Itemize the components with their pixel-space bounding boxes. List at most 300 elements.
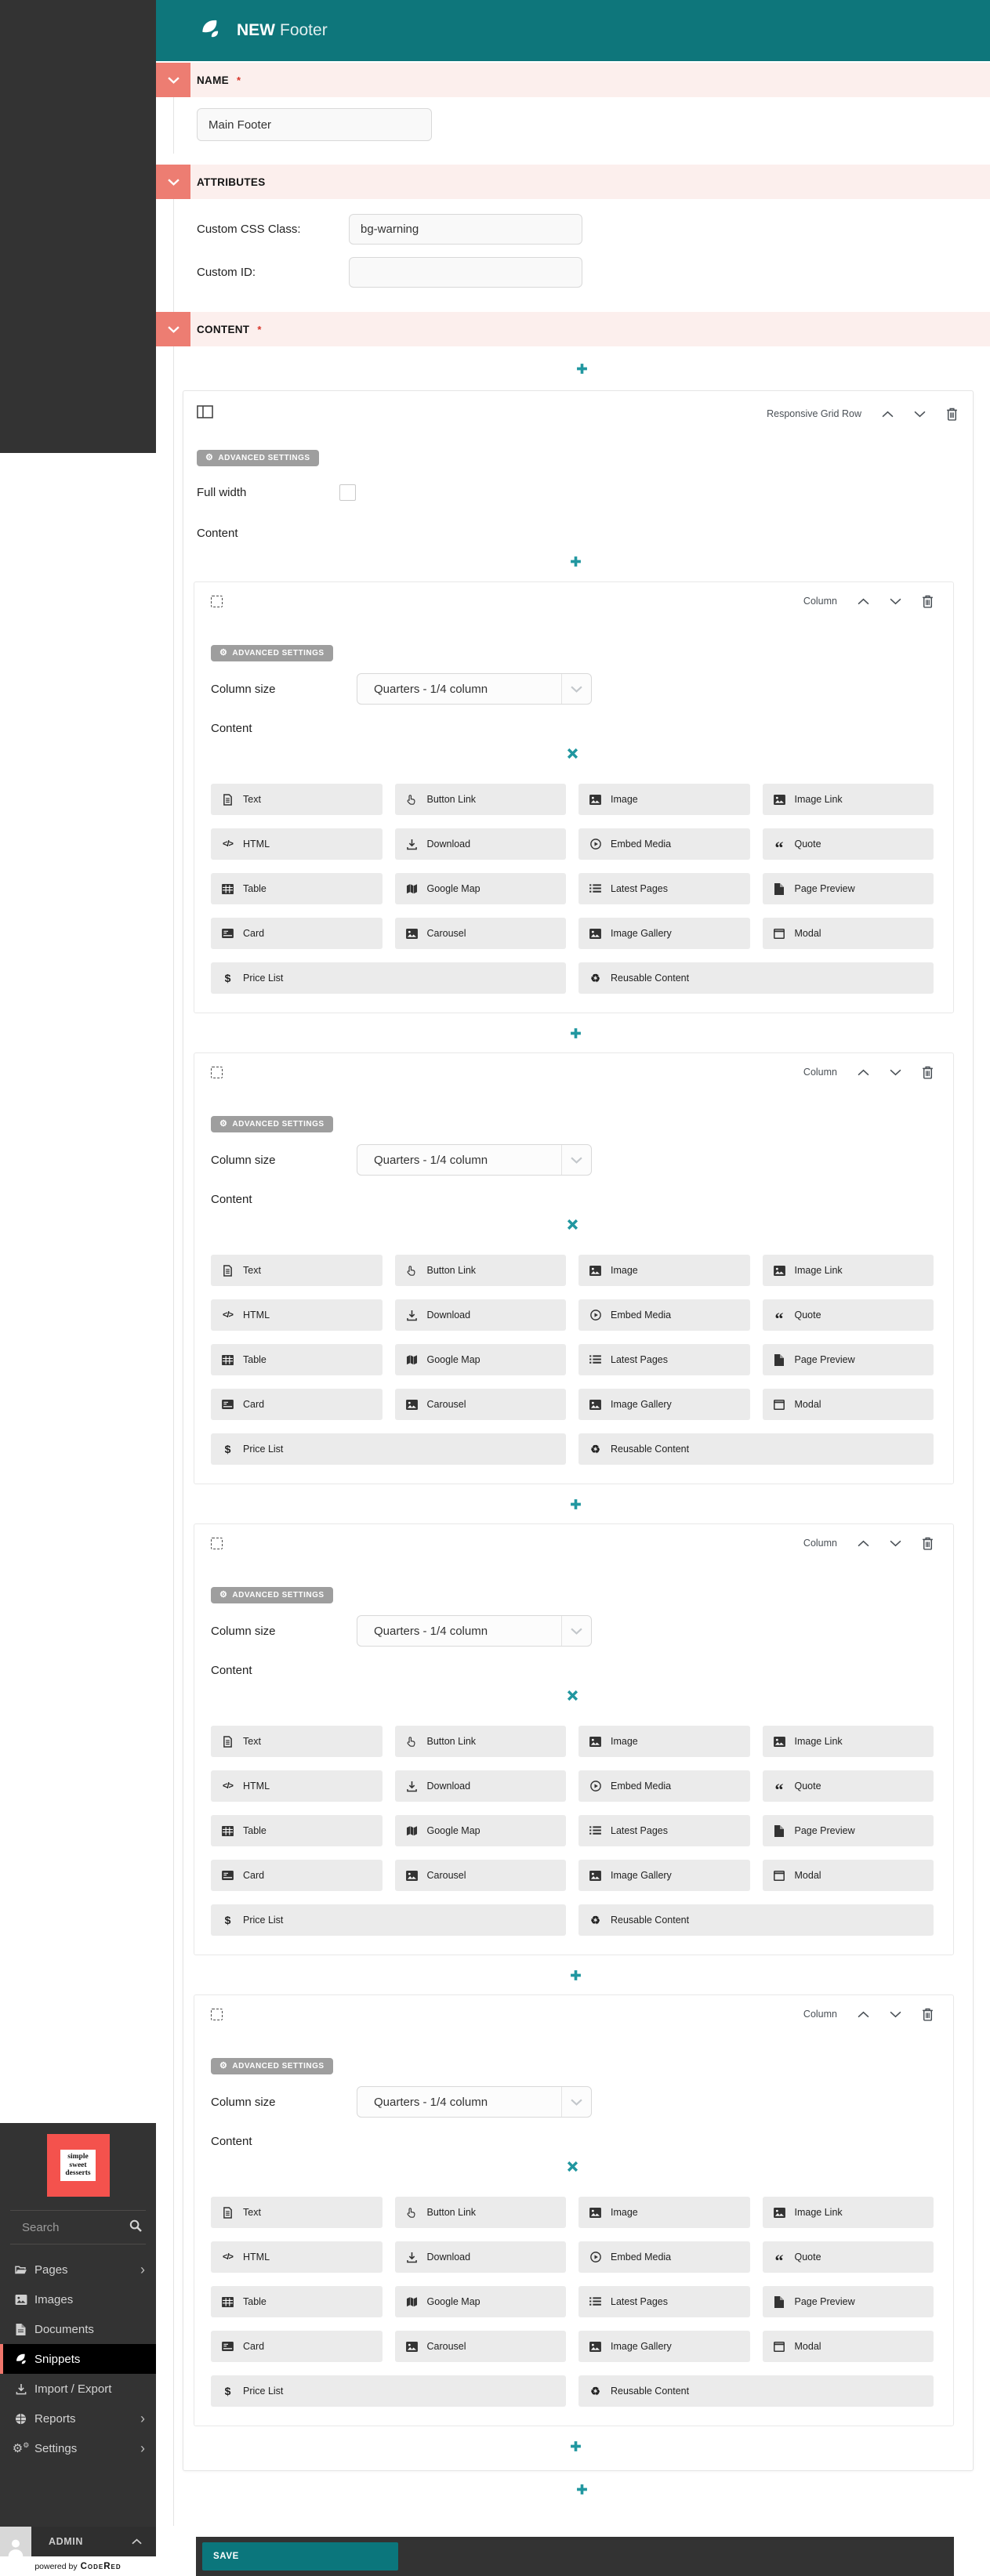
gear-icon: ⚙ (219, 1590, 228, 1600)
block-type-price-list[interactable] (211, 1904, 566, 1936)
column-size-select[interactable] (357, 2086, 592, 2118)
block-type-label: Button Link (426, 2207, 477, 2218)
sidebar-item-label: Documents (34, 2322, 94, 2336)
block-type-embed-media[interactable] (578, 1299, 750, 1331)
advanced-settings-toggle[interactable] (211, 1587, 333, 1603)
block-type-html[interactable] (211, 1299, 383, 1331)
section-name-body (173, 97, 990, 154)
save-bar (196, 2537, 954, 2576)
block-type-modal[interactable] (763, 1860, 934, 1891)
modal-icon (773, 1400, 786, 1410)
powered-by: powered by CodeRed (0, 2556, 156, 2576)
card-icon (221, 1871, 234, 1880)
chevron-up-icon (882, 411, 894, 418)
add-block-button[interactable] (570, 1969, 582, 1981)
block-type-grid (211, 784, 934, 994)
sidebar-item-label: Import / Export (34, 2382, 112, 2396)
column-size-select[interactable] (357, 1144, 592, 1176)
move-up-button[interactable] (858, 598, 869, 605)
sidebar-item-pages[interactable] (0, 2255, 156, 2284)
block-type-label: Modal (794, 1399, 821, 1410)
block-type-text[interactable] (211, 784, 383, 815)
close-block-chooser-button[interactable] (567, 2161, 578, 2172)
block-type-reusable-content[interactable] (578, 2375, 934, 2407)
recycle-icon: ♻ (590, 1913, 600, 1926)
page-icon (773, 883, 786, 895)
block-type-image-gallery[interactable] (578, 918, 750, 949)
column-size-value: Quarters - 1/4 column (374, 2095, 488, 2109)
section-name (156, 63, 990, 154)
block-type-latest-pages[interactable] (578, 1815, 750, 1846)
close-block-chooser-button[interactable] (567, 1219, 578, 1230)
block-type-page-preview[interactable] (763, 1344, 934, 1375)
block-type-modal[interactable] (763, 918, 934, 949)
name-input[interactable] (197, 108, 432, 141)
column-header (211, 1533, 934, 1553)
block-type-label: Google Map (426, 2296, 480, 2307)
hand-pointer-icon (405, 2207, 419, 2219)
block-type-embed-media[interactable] (578, 2241, 750, 2273)
block-type-label: Carousel (426, 928, 466, 939)
block-type-image-gallery[interactable] (578, 1389, 750, 1420)
block-type-modal[interactable] (763, 1389, 934, 1420)
sidebar-item-import-export[interactable] (0, 2374, 156, 2404)
block-type-table[interactable] (211, 873, 383, 904)
block-type-google-map[interactable] (395, 1815, 567, 1846)
block-type-label: Column (803, 1067, 837, 1078)
block-type-reusable-content[interactable] (578, 1433, 934, 1465)
block-type-card[interactable] (211, 1389, 383, 1420)
block-type-price-list[interactable] (211, 962, 566, 994)
block-type-label: Reusable Content (611, 1444, 690, 1455)
close-row (211, 2149, 934, 2183)
trash-icon (946, 408, 958, 421)
block-type-google-map[interactable] (395, 873, 567, 904)
move-down-button[interactable] (890, 2011, 901, 2018)
block-type-html[interactable] (211, 1770, 383, 1802)
sidebar-nav (0, 2255, 156, 2463)
play-circle-icon (589, 2252, 602, 2263)
add-row (194, 1013, 958, 1053)
block-type-label: Quote (794, 1781, 821, 1792)
image-icon (14, 2295, 27, 2305)
block-type-carousel[interactable] (395, 2331, 567, 2362)
block-type-price-list[interactable] (211, 2375, 566, 2407)
block-type-text[interactable] (211, 1255, 383, 1286)
document-icon (14, 2324, 27, 2335)
block-type-label: HTML (243, 1310, 270, 1321)
block-type-label: HTML (243, 2252, 270, 2263)
dollar-icon: $ (224, 2385, 231, 2397)
delete-button[interactable] (922, 1537, 934, 1550)
block-type-table[interactable] (211, 1344, 383, 1375)
add-row (194, 541, 958, 582)
close-icon (567, 1219, 578, 1230)
block-type-carousel[interactable] (395, 1860, 567, 1891)
leaf-icon (14, 2353, 27, 2365)
block-type-label: Column (803, 596, 837, 607)
move-down-button[interactable] (890, 1069, 901, 1076)
move-up-button[interactable] (858, 1540, 869, 1547)
block-type-label: Download (426, 1781, 471, 1792)
dollar-icon: $ (224, 1443, 231, 1455)
block-type-embed-media[interactable] (578, 828, 750, 860)
chevron-down-icon (168, 77, 180, 84)
close-row (211, 1678, 934, 1712)
table-icon (221, 1826, 234, 1836)
list-icon (589, 1355, 602, 1364)
move-down-button[interactable] (914, 411, 926, 418)
block-type-label: Download (426, 1310, 471, 1321)
list-icon (589, 2297, 602, 2306)
account-row[interactable] (0, 2527, 156, 2556)
block-type-image-gallery[interactable] (578, 1860, 750, 1891)
block-type-label: Carousel (426, 2341, 466, 2352)
plus-icon (570, 1498, 582, 1510)
block-type-quote[interactable]: “ Quote (763, 1299, 934, 1331)
gear-icon: ⚙ (205, 453, 214, 462)
chevron-down-icon (890, 2011, 901, 2018)
block-type-carousel[interactable] (395, 918, 567, 949)
block-type-grid (211, 1255, 934, 1465)
section-name-label: NAME (197, 74, 229, 86)
block-type-label: Quote (794, 839, 821, 850)
search-icon[interactable] (129, 2219, 142, 2236)
chevron-up-icon (132, 2534, 142, 2549)
block-type-button-link[interactable] (395, 1255, 567, 1286)
close-icon (567, 2161, 578, 2172)
folder-icon (14, 2265, 27, 2275)
advanced-settings-toggle[interactable] (211, 645, 333, 661)
block-type-label: Reusable Content (611, 973, 690, 984)
chevron-up-icon (858, 598, 869, 605)
add-block-button[interactable] (570, 556, 582, 567)
block-type-quote[interactable]: “ Quote (763, 2241, 934, 2273)
card-icon (221, 929, 234, 938)
section-attributes-body (173, 199, 990, 312)
modal-icon (773, 1871, 786, 1881)
download-icon (405, 1781, 419, 1792)
add-block-button[interactable] (570, 1027, 582, 1039)
column-size-label: Column size (211, 1153, 276, 1167)
sidebar-item-label: Snippets (34, 2352, 81, 2366)
add-block-button[interactable] (570, 2440, 582, 2452)
block-type-label: Download (426, 839, 471, 850)
block-type-card[interactable] (211, 1860, 383, 1891)
block-type-label: Image Gallery (611, 928, 672, 939)
collapse-attributes-button[interactable] (156, 165, 190, 199)
block-type-table[interactable] (211, 1815, 383, 1846)
advanced-settings-label: ADVANCED SETTINGS (232, 649, 325, 658)
advanced-settings-label: ADVANCED SETTINGS (218, 454, 310, 462)
search-input[interactable] (22, 2221, 116, 2234)
block-type-grid (211, 2197, 934, 2407)
block-type-label: Page Preview (794, 1354, 855, 1365)
table-icon (221, 2297, 234, 2307)
file-text-icon (221, 1265, 234, 1277)
grid-row-header (194, 401, 958, 426)
close-block-chooser-button[interactable] (567, 748, 578, 759)
chevron-down-icon (914, 411, 926, 418)
custom-css-class-label: Custom CSS Class: (197, 223, 301, 236)
section-attributes-bar (156, 165, 990, 199)
block-type-image[interactable] (578, 1726, 750, 1757)
card-icon (221, 2342, 234, 2351)
block-type-label: Card (243, 2341, 265, 2352)
move-down-button[interactable] (890, 598, 901, 605)
play-circle-icon (589, 1310, 602, 1321)
add-block-button[interactable] (570, 1498, 582, 1510)
image-icon (773, 2208, 786, 2218)
chevron-down-icon (890, 1540, 901, 1547)
block-type-label: Image (611, 794, 638, 805)
recycle-icon: ♻ (590, 2384, 600, 2397)
block-type-text[interactable] (211, 2197, 383, 2228)
block-type-html[interactable] (211, 828, 383, 860)
block-type-latest-pages[interactable] (578, 2286, 750, 2317)
move-up-button[interactable] (858, 2011, 869, 2018)
file-text-icon (221, 1736, 234, 1748)
advanced-settings-toggle[interactable] (211, 2058, 333, 2074)
chevron-down-icon (561, 674, 591, 704)
block-type-grid (211, 1726, 934, 1936)
block-type-image[interactable] (578, 2197, 750, 2228)
block-type-carousel[interactable] (395, 1389, 567, 1420)
block-type-google-map[interactable] (395, 2286, 567, 2317)
block-type-label: Embed Media (611, 1310, 672, 1321)
block-type-page-preview[interactable] (763, 873, 934, 904)
collapse-name-button[interactable] (156, 63, 190, 97)
chevron-down-icon (168, 179, 180, 186)
block-type-label: Image Link (794, 794, 843, 805)
block-type-image[interactable] (578, 784, 750, 815)
download-icon (405, 2252, 419, 2263)
sidebar-item-label: Pages (34, 2263, 68, 2277)
sidebar-item-reports[interactable] (0, 2404, 156, 2433)
sidebar-item-label: Settings (34, 2441, 78, 2455)
grid-row-controls (767, 408, 958, 421)
block-type-button-link[interactable] (395, 1726, 567, 1757)
block-type-price-list[interactable] (211, 1433, 566, 1465)
block-type-label: Latest Pages (611, 1825, 668, 1836)
advanced-settings-toggle[interactable] (211, 1116, 333, 1132)
collapse-content-button[interactable] (156, 312, 190, 346)
column-block (194, 582, 954, 1013)
image-icon (589, 1266, 602, 1276)
block-type-label: Image (611, 1736, 638, 1747)
image-icon (773, 795, 786, 805)
move-up-button[interactable] (858, 1069, 869, 1076)
avatar (0, 2527, 31, 2556)
page-icon (773, 1354, 786, 1366)
plus-icon (576, 363, 588, 375)
block-type-google-map[interactable] (395, 1344, 567, 1375)
chevron-down-icon (168, 326, 180, 333)
image-icon (405, 1871, 419, 1881)
table-icon (221, 1355, 234, 1365)
grid-row-content-label: Content (197, 527, 238, 540)
block-type-image-link[interactable] (763, 1255, 934, 1286)
block-type-download[interactable] (395, 2241, 567, 2273)
image-icon (589, 1400, 602, 1410)
advanced-settings-label: ADVANCED SETTINGS (232, 1591, 325, 1600)
block-type-image-gallery[interactable] (578, 2331, 750, 2362)
block-type-html[interactable] (211, 2241, 383, 2273)
block-type-label: Reusable Content (611, 1915, 690, 1926)
table-icon (221, 884, 234, 894)
main-area (156, 0, 990, 2526)
custom-id-input[interactable] (349, 257, 582, 288)
block-type-image-link[interactable] (763, 2197, 934, 2228)
code-icon: </> (223, 1310, 233, 1320)
map-icon (405, 883, 419, 894)
sidebar-item-label: Reports (34, 2411, 76, 2426)
block-type-reusable-content[interactable] (578, 962, 934, 994)
image-icon (405, 929, 419, 939)
recycle-icon: ♻ (590, 971, 600, 984)
block-type-card[interactable] (211, 918, 383, 949)
sidebar-item-snippets[interactable] (0, 2344, 156, 2374)
hand-pointer-icon (405, 794, 419, 806)
block-type-latest-pages[interactable] (578, 873, 750, 904)
add-block-button[interactable] (576, 2484, 588, 2495)
block-type-label: Card (243, 928, 265, 939)
sidebar-item-documents[interactable] (0, 2314, 156, 2344)
block-type-text[interactable] (211, 1726, 383, 1757)
block-type-modal[interactable] (763, 2331, 934, 2362)
block-type-button-link[interactable] (395, 784, 567, 815)
block-type-image-link[interactable] (763, 1726, 934, 1757)
dollar-icon: $ (224, 1914, 231, 1926)
column-size-select[interactable] (357, 673, 592, 705)
save-button[interactable]: SAVE (202, 2542, 398, 2571)
map-icon (405, 2296, 419, 2307)
block-type-label: Embed Media (611, 1781, 672, 1792)
block-type-page-preview[interactable] (763, 2286, 934, 2317)
section-content-body (173, 346, 990, 2526)
block-type-label: Table (243, 1354, 267, 1365)
codered-brand: CodeRed (80, 2561, 121, 2571)
required-asterisk: * (257, 323, 262, 335)
plus-icon (576, 2484, 588, 2495)
card-icon (221, 1400, 234, 1409)
block-type-label: Embed Media (611, 2252, 672, 2263)
move-down-button[interactable] (890, 1540, 901, 1547)
image-icon (405, 1400, 419, 1410)
block-type-label: Modal (794, 928, 821, 939)
block-type-label: Button Link (426, 1265, 477, 1276)
block-type-label: Reusable Content (611, 2386, 690, 2397)
globe-icon (14, 2413, 27, 2425)
username-label: ADMIN (49, 2536, 83, 2547)
block-type-label: Google Map (426, 1825, 480, 1836)
delete-button[interactable] (922, 2008, 934, 2021)
page-title: NEW Footer (237, 21, 328, 39)
code-icon: </> (223, 1781, 233, 1791)
move-up-button[interactable] (882, 411, 894, 418)
column-header (211, 2004, 934, 2024)
gear-icon: ⚙ (219, 1119, 228, 1129)
add-row (194, 2426, 958, 2465)
custom-css-class-input[interactable] (349, 214, 582, 245)
chevron-up-icon (858, 2011, 869, 2018)
list-icon (589, 884, 602, 893)
block-type-label: Quote (794, 1310, 821, 1321)
image-icon (589, 929, 602, 939)
image-icon (589, 1871, 602, 1881)
image-icon (405, 2342, 419, 2352)
block-type-label: Image Gallery (611, 1870, 672, 1881)
file-text-icon (221, 794, 234, 806)
block-type-download[interactable] (395, 1770, 567, 1802)
block-type-download[interactable] (395, 828, 567, 860)
site-logo-text: simple sweet desserts (60, 2150, 95, 2181)
block-type-reusable-content[interactable] (578, 1904, 934, 1936)
trash-icon (922, 1537, 934, 1550)
close-row (211, 1207, 934, 1241)
advanced-settings-toggle[interactable] (197, 450, 319, 466)
block-type-download[interactable] (395, 1299, 567, 1331)
block-type-quote[interactable]: “ Quote (763, 828, 934, 860)
chevron-right-icon: › (140, 2440, 145, 2456)
column-size-select[interactable] (357, 1615, 592, 1647)
sidebar-item-label: Images (34, 2292, 74, 2306)
close-block-chooser-button[interactable] (567, 1690, 578, 1701)
trash-icon (922, 2008, 934, 2021)
block-type-label: Price List (243, 1444, 284, 1455)
block-type-label: Image Gallery (611, 1399, 672, 1410)
chevron-down-icon (561, 1145, 591, 1175)
chevron-down-icon (890, 598, 901, 605)
block-type-label: Column (803, 2009, 837, 2020)
block-type-label: Column (803, 1538, 837, 1549)
add-block-button[interactable] (576, 363, 588, 375)
close-row (211, 736, 934, 770)
site-logo[interactable] (47, 2134, 110, 2197)
column-content-label: Content (211, 722, 252, 735)
gear-icon: ⚙ (219, 2061, 228, 2071)
block-type-label: Latest Pages (611, 883, 668, 894)
column-header (211, 591, 934, 611)
block-type-button-link[interactable] (395, 2197, 567, 2228)
delete-button[interactable] (922, 1066, 934, 1079)
block-type-image-link[interactable] (763, 784, 934, 815)
block-type-embed-media[interactable] (578, 1770, 750, 1802)
block-type-image[interactable] (578, 1255, 750, 1286)
file-text-icon (221, 2207, 234, 2219)
full-width-checkbox[interactable] (339, 484, 356, 501)
sidebar-item-images[interactable] (0, 2284, 156, 2314)
block-type-label: HTML (243, 1781, 270, 1792)
block-type-latest-pages[interactable] (578, 1344, 750, 1375)
delete-button[interactable] (946, 408, 958, 421)
column-content-label: Content (211, 1193, 252, 1206)
block-type-table[interactable] (211, 2286, 383, 2317)
column-size-row (211, 1144, 934, 1176)
block-type-quote[interactable]: “ Quote (763, 1770, 934, 1802)
block-type-label: Carousel (426, 1870, 466, 1881)
sidebar-item-settings[interactable] (0, 2433, 156, 2463)
list-icon (589, 1826, 602, 1835)
page-icon (773, 2296, 786, 2308)
columns-container (194, 582, 958, 2465)
block-type-page-preview[interactable] (763, 1815, 934, 1846)
block-type-card[interactable] (211, 2331, 383, 2362)
trash-icon (922, 1066, 934, 1079)
block-type-label: Text (243, 794, 261, 805)
code-icon: </> (223, 839, 233, 849)
delete-button[interactable] (922, 595, 934, 608)
